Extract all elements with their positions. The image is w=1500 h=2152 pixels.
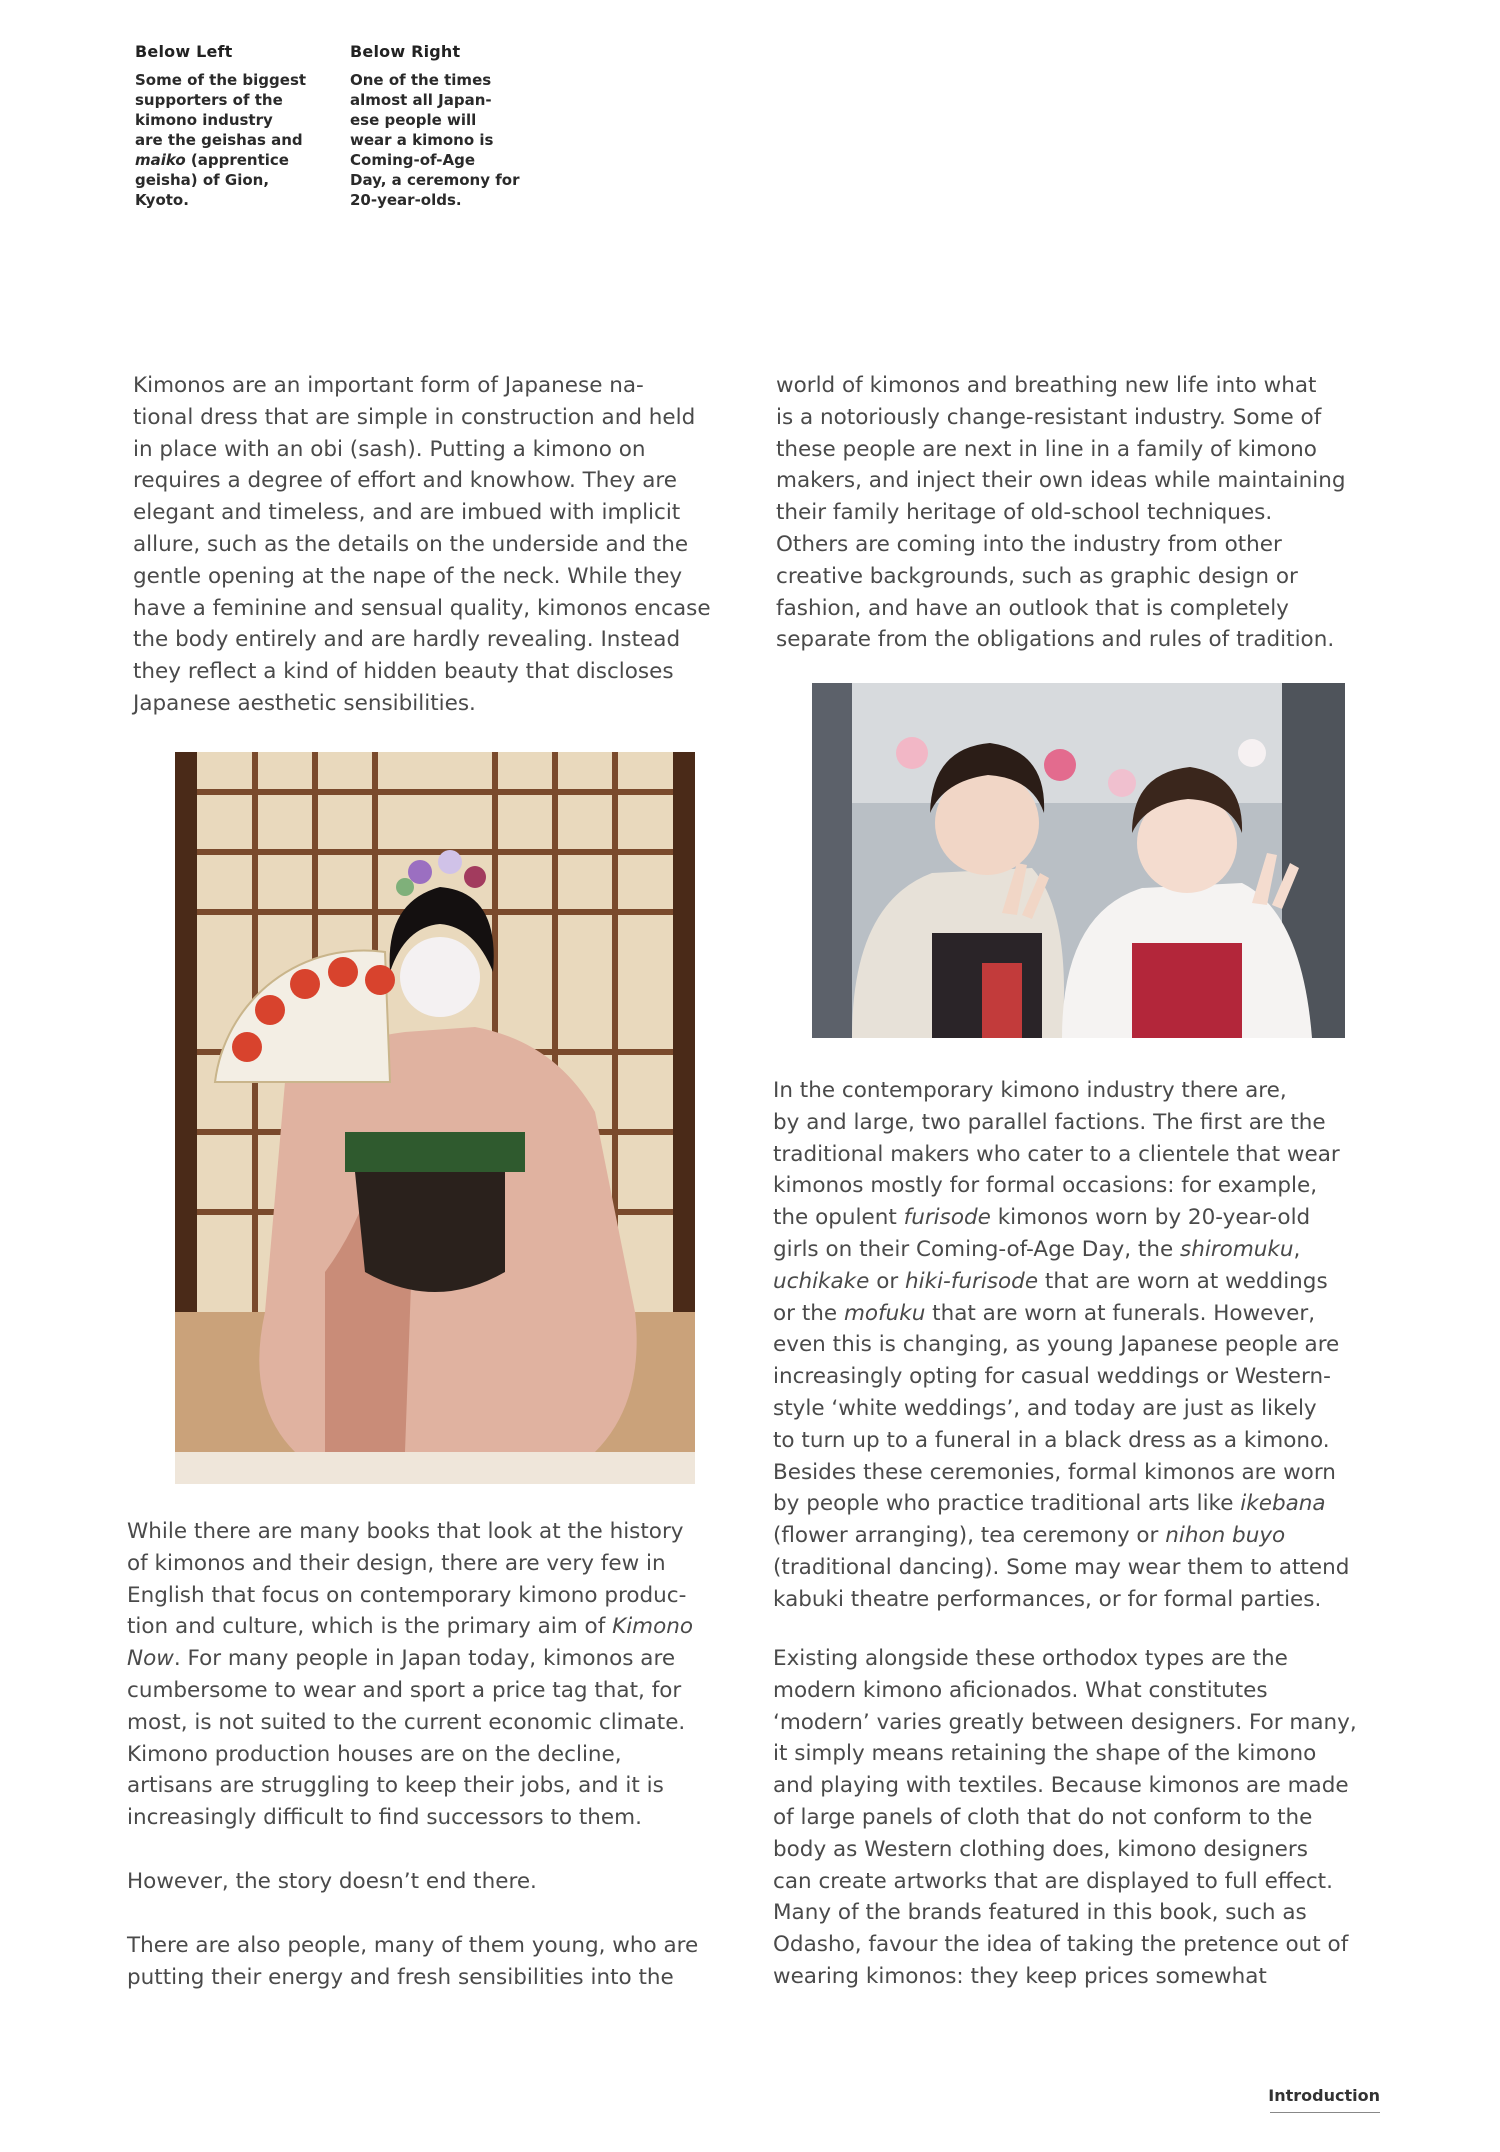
caption-title: Below Right	[350, 42, 461, 61]
paragraph: While there are many books that look at the history of kimonos and their design, there are very few in English that focus on contemporary kimono produc- tion and culture, which is the primary aim of Kimono Now. For many people in Japan today, kimonos are cumbersome to wear and sport a price tag that, for most, is not suited to the current economic climate. Kimono production houses are on the decline, artisans are struggling to keep their jobs, and it is increasingly difficult to find successors to them.	[127, 1519, 694, 1831]
photo-maiko-dancer	[175, 752, 695, 1484]
body-text-right-middle	[773, 1075, 1403, 1616]
paragraph: In the contemporary kimono industry there are, by and large, two parallel factions. The first are the traditional makers who cater to a clientele that wear kimonos mostly for formal occasions: for example, the opulent furisode kimonos worn by 20-year-old girls on their Coming-of-Age Day, the shiromuku, uchikake or hiki-furisode that are worn at weddings or the mofuku that are worn at funerals. However, even this is changing, as young Japanese people are increasingly opting for casual weddings or Western- style ‘white weddings’, and today are just as likely to turn up to a funeral in a black dress as a kimono. Besides these ceremonies, formal kimonos are worn by people who practice traditional arts like ikebana (flower arranging), tea ceremony or nihon buyo (traditional dancing). Some may wear them to attend kabuki theatre performances, or for formal parties.	[773, 1078, 1350, 1612]
paragraph: world of kimonos and breathing new life into what is a notoriously change-resistant industry. Some of these people are next in line in a family of kimono makers, and inject their own ideas while maintaining their family heritage of old-school techniques. Others are coming into the industry from other creative backgrounds, such as graphic design or fashion, and have an outlook that is completely separate from the obligations and rules of tradition.	[776, 373, 1346, 653]
photo-coming-of-age	[812, 683, 1345, 1038]
body-text-left-top	[133, 370, 753, 720]
paragraph: There are also people, many of them young, who are putting their energy and fresh sensibilities into the	[127, 1932, 699, 1990]
body-text-right-top	[776, 370, 1396, 656]
paragraph: Existing alongside these orthodox types are the modern kimono aficionados. What constitutes ‘modern’ varies greatly between designers. For many, it simply means retaining the shape of the kimono and playing with textiles. Because kimonos are made of large panels of cloth that do not conform to the body as Western clothing does, kimono designers can create artworks that are displayed to full effect. Many of the brands featured in this book, such as Odasho, favour the idea of taking the pretence out of wearing kimonos: they keep prices somewhat	[773, 1646, 1357, 1989]
body-text-left-bottom	[127, 1516, 757, 1993]
footer-section-label: Introduction	[1268, 2086, 1380, 2105]
footer-rule	[1270, 2112, 1380, 2113]
caption-below-left	[135, 42, 335, 210]
paragraph: However, the story doesn’t end there.	[127, 1868, 537, 1894]
paragraph: Kimonos are an important form of Japanese na- tional dress that are simple in construction and held in place with an obi (sash). Putting a kimono on requires a degree of effort and knowhow. They are elegant and timeless, and are imbued with implicit allure, such as the details on the underside and the gentle opening at the nape of the neck. While they have a feminine and sensual quality, kimonos encase the body entirely and are hardly revealing. Instead they reflect a kind of hidden beauty that discloses Japanese aesthetic sensibilities.	[133, 373, 711, 716]
caption-title: Below Left	[135, 42, 233, 61]
body-text-right-bottom	[773, 1643, 1403, 1993]
caption-text: Some of the biggest supporters of the kimono industry are the geishas and maiko (apprentice geisha) of Gion, Kyoto.	[135, 71, 307, 209]
caption-text: One of the times almost all Japan- ese people will wear a kimono is Coming-of-Age Day, a ceremony for 20-year-olds.	[350, 71, 520, 209]
caption-below-right	[350, 42, 550, 210]
